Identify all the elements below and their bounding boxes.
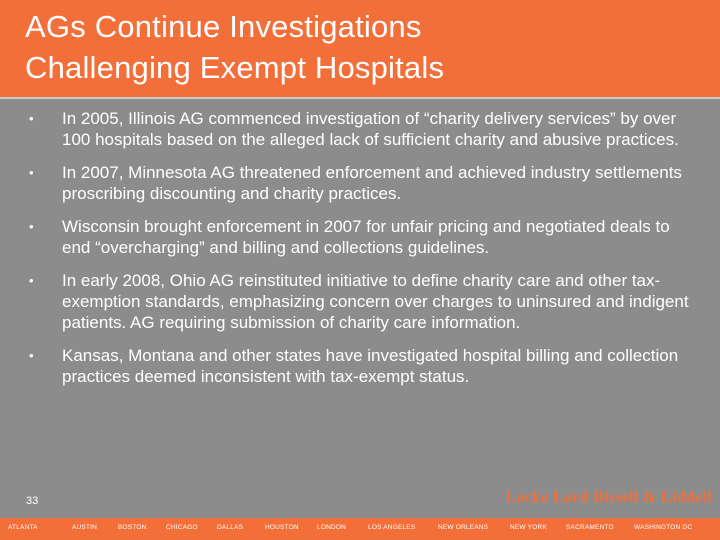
office-city: LOS ANGELES: [368, 524, 416, 531]
bullet-icon: •: [29, 219, 34, 234]
bullet-icon: •: [29, 348, 34, 363]
office-city: ATLANTA: [8, 524, 38, 531]
bullet-list: [0, 108, 720, 399]
bullet-item: [0, 216, 720, 258]
office-city: SACRAMENTO: [566, 524, 614, 531]
office-city: NEW YORK: [510, 524, 547, 531]
office-cities: [0, 518, 720, 540]
office-city: WASHINGTON DC: [634, 524, 693, 531]
bullet-icon: •: [29, 273, 34, 288]
bullet-item: [0, 345, 720, 387]
title-banner: [0, 0, 720, 97]
office-city: BOSTON: [118, 524, 147, 531]
bullet-text: In early 2008, Ohio AG reinstituted initiative to define charity care and other tax-exemption standards, emphasizing concern over charges to uninsured and indigent patients. AG requiring submission of charity care information.: [62, 271, 689, 332]
title-divider: [0, 97, 720, 99]
page-number: 33: [26, 495, 39, 507]
office-city: DALLAS: [217, 524, 244, 531]
slide-title-line-1: AGs Continue Investigations: [25, 9, 422, 44]
footer-bar: [0, 518, 720, 540]
bullet-item: [0, 108, 720, 150]
office-city: HOUSTON: [265, 524, 299, 531]
bullet-icon: •: [29, 111, 34, 126]
bullet-item: [0, 270, 720, 333]
bullet-text: In 2007, Minnesota AG threatened enforcement and achieved industry settlements proscribing discounting and charity practices.: [62, 163, 682, 203]
bullet-text: In 2005, Illinois AG commenced investigation of “charity delivery services” by over 100 hospitals based on the alleged lack of sufficient charity and abusive practices.: [62, 109, 679, 149]
office-city: LONDON: [317, 524, 347, 531]
office-city: CHICAGO: [166, 524, 198, 531]
office-city: NEW ORLEANS: [438, 524, 489, 531]
bullet-text: Kansas, Montana and other states have investigated hospital billing and collection practices deemed inconsistent with tax-exempt status.: [62, 346, 679, 386]
office-city: AUSTIN: [72, 524, 98, 531]
bullet-icon: •: [29, 165, 34, 180]
firm-logo: Locke Lord Bissell & Liddell: [505, 489, 712, 506]
bullet-item: [0, 162, 720, 204]
bullet-text: Wisconsin brought enforcement in 2007 for unfair pricing and negotiated deals to end “overcharging” and billing and collections guidelines.: [62, 217, 670, 257]
slide-title-line-2: Challenging Exempt Hospitals: [25, 50, 445, 85]
slide-title: [25, 6, 444, 88]
